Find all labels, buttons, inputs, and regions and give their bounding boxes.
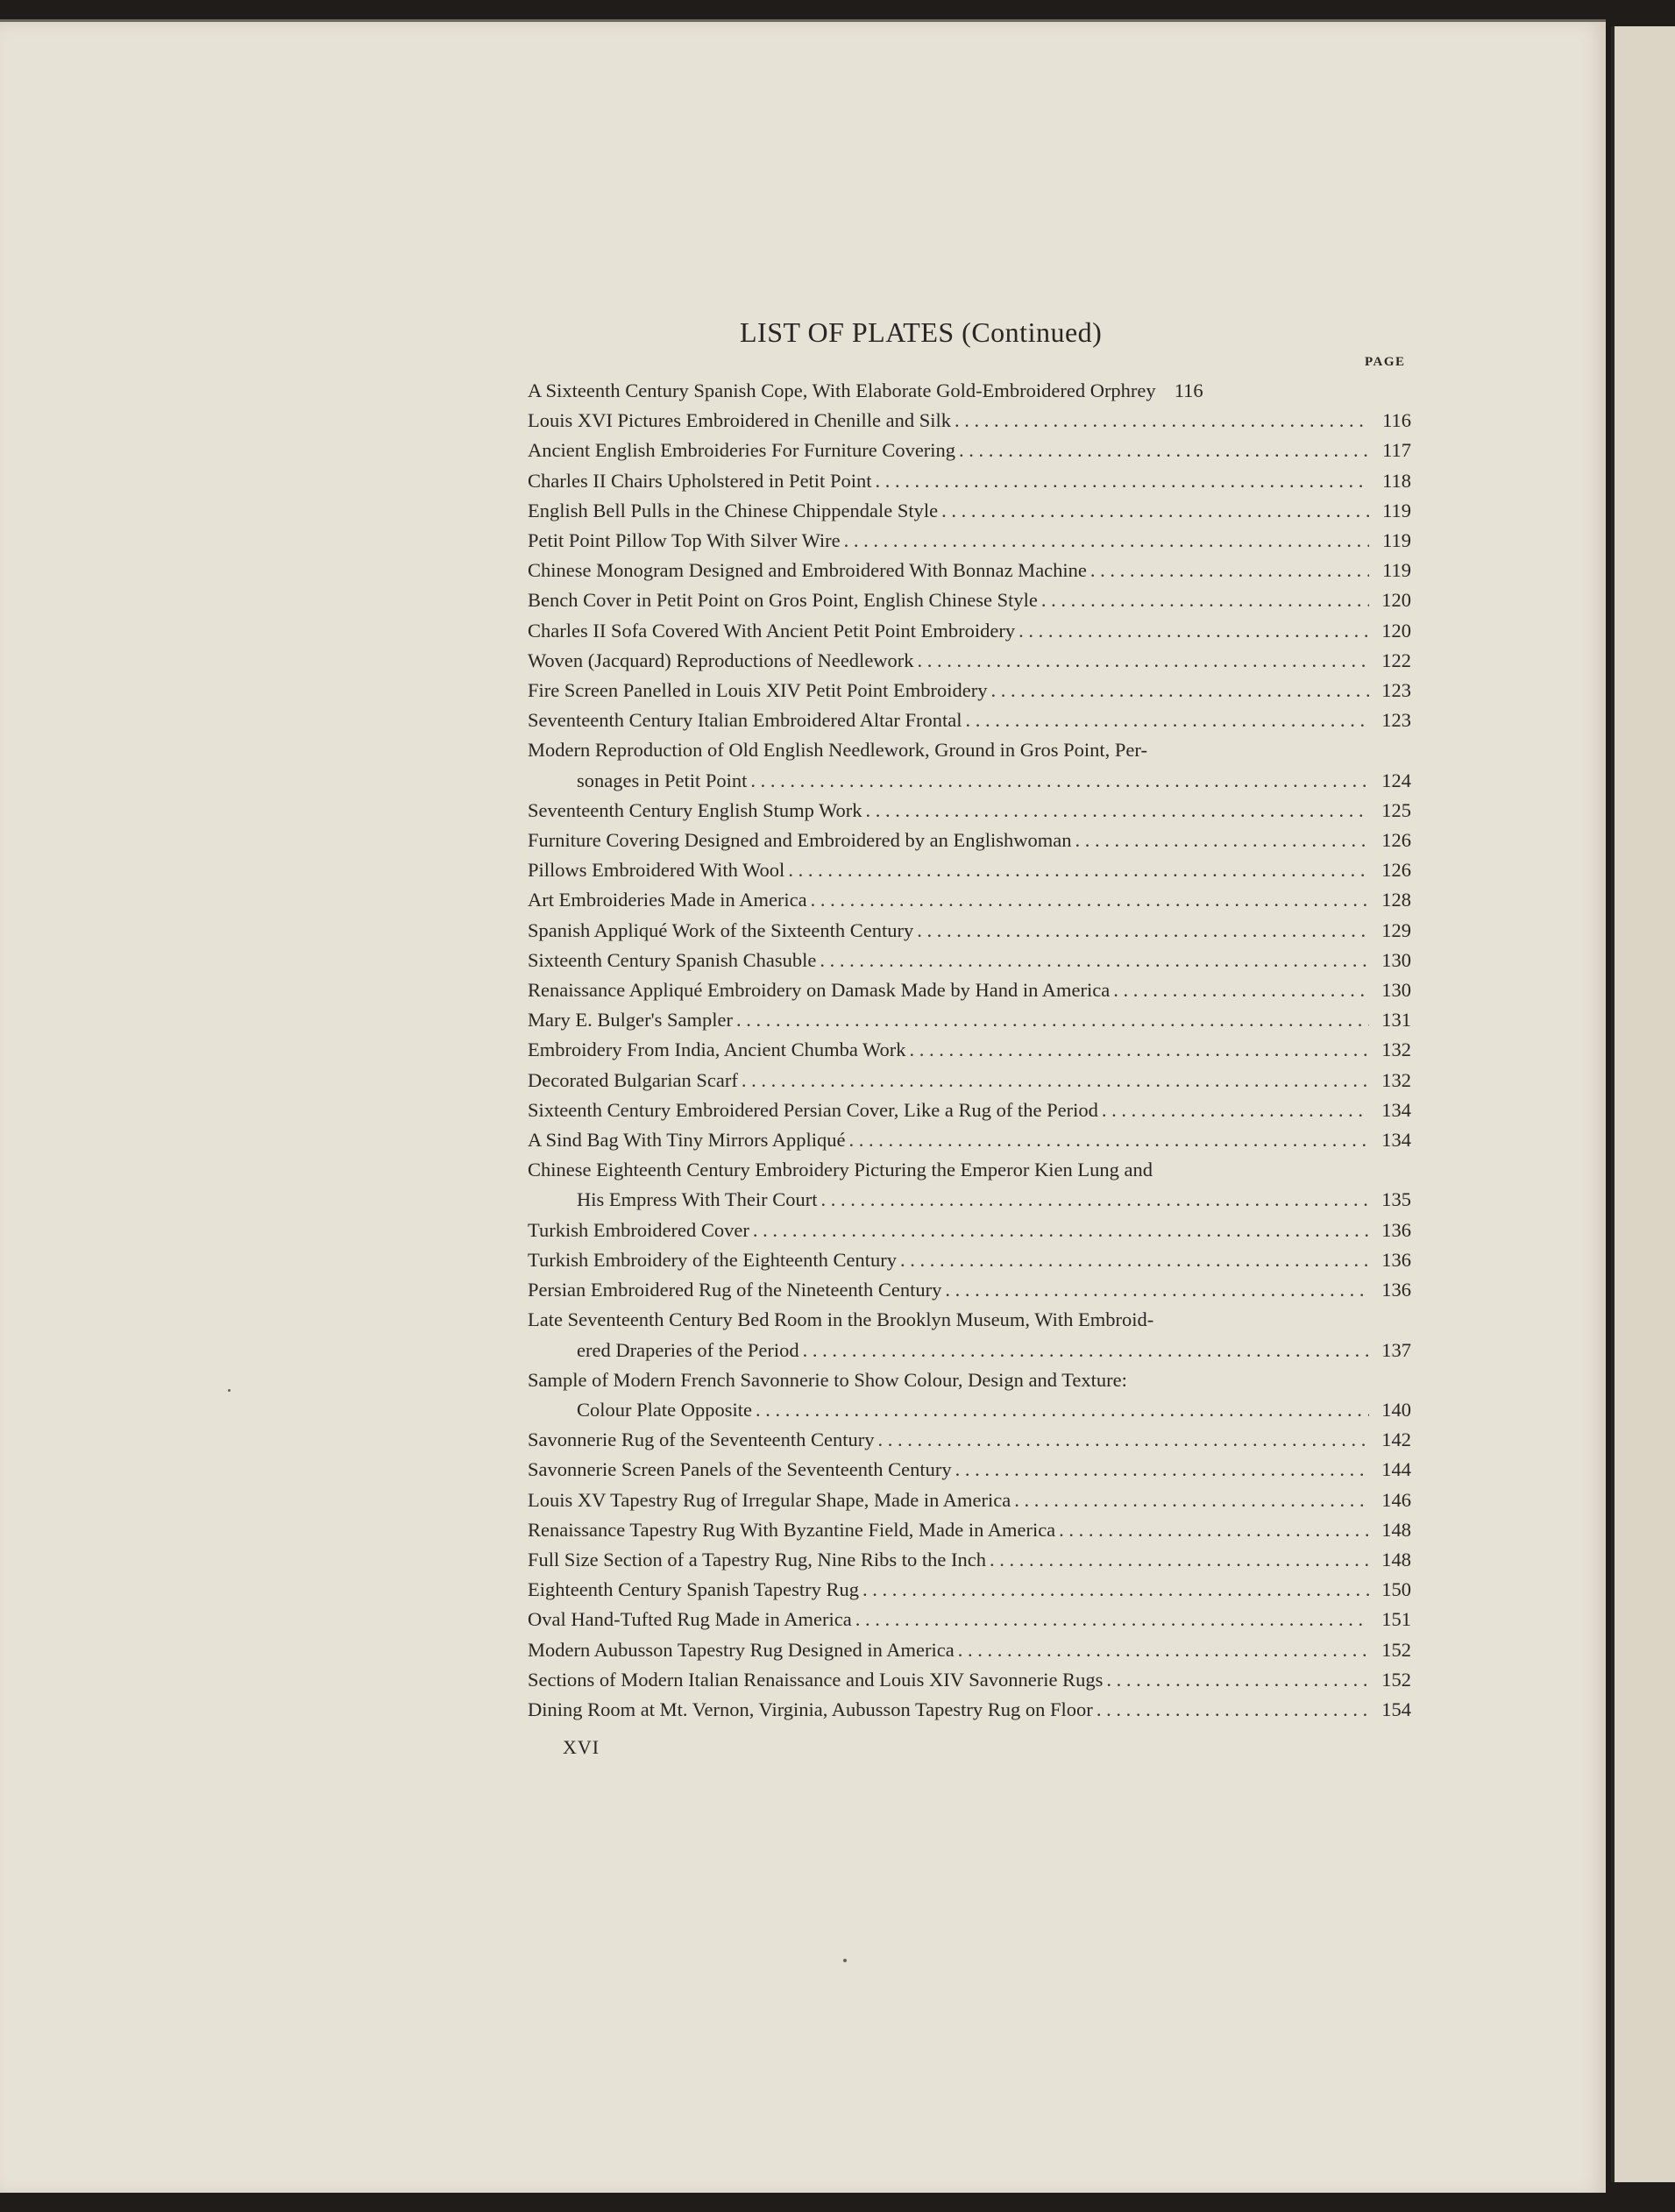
dot-leader	[955, 406, 1369, 436]
dot-leader	[736, 1005, 1369, 1035]
plate-entry	[528, 946, 1411, 975]
dot-leader	[1018, 616, 1369, 646]
plate-entry	[528, 826, 1411, 855]
plate-entry	[528, 676, 1411, 705]
page-number: 136	[1381, 1279, 1411, 1301]
page-number: 132	[1381, 1068, 1411, 1091]
dot-leader	[900, 1245, 1369, 1275]
dot-leader	[917, 916, 1369, 946]
plate-title: His Empress With Their Court	[577, 1188, 818, 1211]
plate-entry	[528, 1005, 1411, 1035]
plate-entry	[528, 916, 1411, 946]
dot-leader	[991, 676, 1369, 705]
plate-entry	[528, 436, 1411, 465]
dot-leader	[756, 1395, 1369, 1425]
plate-title: Modern Aubusson Tapestry Rug Designed in America	[528, 1638, 955, 1661]
plate-title: sonages in Petit Point	[577, 769, 748, 791]
plate-title: Dining Room at Mt. Vernon, Virginia, Aubusson Tapestry Rug on Floor	[528, 1698, 1093, 1720]
page-number: 125	[1381, 798, 1411, 821]
plate-entry	[528, 376, 1411, 406]
dot-leader	[945, 1275, 1369, 1305]
plate-entry	[528, 1155, 1411, 1215]
plate-title: Savonnerie Screen Panels of the Seventeenth Century	[528, 1458, 952, 1481]
page-number: 132	[1381, 1039, 1411, 1061]
plate-entry	[528, 466, 1411, 496]
dot-leader	[803, 1336, 1369, 1365]
plate-entry	[528, 885, 1411, 915]
dot-leader	[1075, 826, 1370, 855]
plate-entry	[528, 556, 1411, 585]
page-number: 150	[1381, 1578, 1411, 1601]
plate-entry	[528, 1605, 1411, 1634]
dot-leader	[866, 796, 1370, 826]
dot-leader	[811, 885, 1369, 915]
page-number: 134	[1381, 1098, 1411, 1121]
page-number: 123	[1381, 679, 1411, 702]
plate-title: Pillows Embroidered With Wool	[528, 859, 785, 882]
page-number: 124	[1381, 769, 1411, 791]
page-number: 148	[1381, 1548, 1411, 1570]
dot-leader	[753, 1216, 1369, 1245]
dot-leader	[1113, 975, 1369, 1005]
dot-leader	[918, 646, 1369, 676]
dot-leader	[821, 1185, 1370, 1215]
page-number: 123	[1381, 709, 1411, 732]
plate-title-line: Modern Reproduction of Old English Needlework, Ground in Gros Point, Per-	[528, 739, 1147, 762]
page-number: 119	[1382, 499, 1411, 521]
plate-entry	[528, 1425, 1411, 1455]
page-number: 120	[1381, 589, 1411, 612]
page-number: 119	[1382, 559, 1411, 582]
plate-entry	[528, 1216, 1411, 1245]
plate-entry	[528, 1695, 1411, 1725]
plate-entry	[528, 855, 1411, 885]
dot-leader	[1014, 1485, 1369, 1515]
plate-title: Charles II Chairs Upholstered in Petit Point	[528, 469, 872, 492]
plate-entry	[528, 1575, 1411, 1605]
plate-title: Art Embroideries Made in America	[528, 889, 807, 911]
plate-entry	[528, 1066, 1411, 1095]
dot-leader	[1097, 1695, 1369, 1725]
plate-title: Furniture Covering Designed and Embroidered by an Englishwoman	[528, 829, 1072, 852]
plates-list	[528, 376, 1411, 1725]
plate-title: Seventeenth Century English Stump Work	[528, 798, 862, 821]
plate-title: Embroidery From India, Ancient Chumba Work	[528, 1039, 906, 1061]
page-number: 118	[1382, 469, 1411, 492]
page-number: 131	[1381, 1009, 1411, 1032]
dot-leader	[862, 1575, 1369, 1605]
plate-entry	[528, 1275, 1411, 1305]
plate-entry	[528, 1035, 1411, 1065]
page-column-label: PAGE	[1365, 355, 1406, 369]
paper-speck	[843, 1959, 847, 1962]
plate-title: Louis XVI Pictures Embroidered in Chenille and Silk	[528, 409, 952, 432]
folio-number: XVI	[563, 1736, 600, 1758]
page-number: 136	[1381, 1248, 1411, 1271]
page-heading: LIST OF PLATES (Continued)	[740, 316, 1103, 348]
dot-leader	[848, 1125, 1369, 1155]
plate-entry	[528, 735, 1411, 795]
plate-title: A Sind Bag With Tiny Mirrors Appliqué	[528, 1129, 846, 1152]
facing-page-edge	[1611, 26, 1675, 2182]
plate-title-line: Chinese Eighteenth Century Embroidery Picturing the Emperor Kien Lung and	[528, 1159, 1153, 1181]
page-number: 154	[1381, 1698, 1411, 1720]
dot-leader	[958, 1635, 1369, 1665]
page-number: 134	[1381, 1129, 1411, 1152]
dot-leader	[1041, 585, 1369, 615]
plate-entry	[528, 616, 1411, 646]
page-number: 130	[1381, 948, 1411, 971]
plate-entry	[528, 1665, 1411, 1695]
plate-title: English Bell Pulls in the Chinese Chippendale Style	[528, 499, 939, 521]
page-number: 152	[1381, 1668, 1411, 1691]
plate-title-line: Sample of Modern French Savonnerie to Show Colour, Design and Texture:	[528, 1368, 1127, 1391]
dot-leader	[990, 1545, 1369, 1575]
page-number: 119	[1382, 529, 1411, 552]
page-number: 151	[1381, 1608, 1411, 1631]
plate-title: Sections of Modern Italian Renaissance and Louis XIV Savonnerie Rugs	[528, 1668, 1104, 1691]
plate-title: Bench Cover in Petit Point on Gros Point, English Chinese Style	[528, 589, 1038, 612]
plate-title: Persian Embroidered Rug of the Nineteenth Century	[528, 1279, 942, 1301]
page-number: 135	[1381, 1188, 1411, 1211]
plate-entry	[528, 1515, 1411, 1545]
plate-entry	[528, 1485, 1411, 1515]
plate-title: Turkish Embroidered Cover	[528, 1218, 749, 1241]
plate-title: Mary E. Bulger's Sampler	[528, 1009, 734, 1032]
plate-title: Chinese Monogram Designed and Embroidered With Bonnaz Machine	[528, 559, 1087, 582]
dot-leader	[959, 436, 1369, 465]
plate-title: Spanish Appliqué Work of the Sixteenth Century	[528, 918, 914, 941]
page-number: 152	[1381, 1638, 1411, 1661]
plate-title: Turkish Embroidery of the Eighteenth Century	[528, 1248, 897, 1271]
plate-title: Savonnerie Rug of the Seventeenth Century	[528, 1429, 875, 1451]
page-number: 142	[1381, 1429, 1411, 1451]
dot-leader	[788, 855, 1369, 885]
page-number: 140	[1381, 1398, 1411, 1421]
plate-title: Fire Screen Panelled in Louis XIV Petit Point Embroidery	[528, 679, 988, 702]
plate-title-line: Late Seventeenth Century Bed Room in the Brooklyn Museum, With Embroid-	[528, 1308, 1154, 1331]
plate-title: Colour Plate Opposite	[577, 1398, 752, 1421]
scan-border	[0, 2193, 1675, 2212]
dot-leader	[742, 1066, 1369, 1095]
plate-title: Sixteenth Century Embroidered Persian Cover, Like a Rug of the Period	[528, 1098, 1098, 1121]
dot-leader	[909, 1035, 1369, 1065]
dot-leader	[1090, 556, 1369, 585]
plate-entry	[528, 1455, 1411, 1485]
plate-title: Seventeenth Century Italian Embroidered Altar Frontal	[528, 709, 962, 732]
plate-entry	[528, 585, 1411, 615]
plate-title: Petit Point Pillow Top With Silver Wire	[528, 529, 841, 552]
page-number: 117	[1382, 439, 1411, 462]
plate-title: Renaissance Appliqué Embroidery on Damask Made by Hand in America	[528, 979, 1111, 1002]
plate-entry	[528, 526, 1411, 556]
page-number: 116	[1382, 409, 1411, 432]
plate-title: Ancient English Embroideries For Furniture Covering	[528, 439, 956, 462]
plate-entry	[528, 1305, 1411, 1365]
plate-title: Woven (Jacquard) Reproductions of Needlework	[528, 649, 914, 671]
dot-leader	[1059, 1515, 1369, 1545]
plate-title: Decorated Bulgarian Scarf	[528, 1068, 738, 1091]
paper-speck	[228, 1389, 231, 1392]
plate-title: Full Size Section of a Tapestry Rug, Nine Ribs to the Inch	[528, 1548, 986, 1570]
page-number: 116	[1174, 379, 1203, 401]
dot-leader	[875, 466, 1369, 496]
page-number: 137	[1381, 1338, 1411, 1361]
plate-title: Charles II Sofa Covered With Ancient Petit Point Embroidery	[528, 619, 1016, 642]
plate-title: Renaissance Tapestry Rug With Byzantine Field, Made in America	[528, 1518, 1056, 1541]
dot-leader	[1102, 1095, 1369, 1125]
page-number: 128	[1381, 889, 1411, 911]
page-number: 126	[1381, 859, 1411, 882]
plate-title: Eighteenth Century Spanish Tapestry Rug	[528, 1578, 859, 1601]
dot-leader	[750, 766, 1369, 796]
plate-entry	[528, 1245, 1411, 1275]
plate-entry	[528, 705, 1411, 735]
plate-entry	[528, 496, 1411, 526]
page-number: 129	[1381, 918, 1411, 941]
dot-leader	[855, 1605, 1369, 1634]
dot-leader	[878, 1425, 1369, 1455]
page-number: 144	[1381, 1458, 1411, 1481]
dot-leader	[965, 705, 1369, 735]
page-number: 148	[1381, 1518, 1411, 1541]
plate-entry	[528, 646, 1411, 676]
dot-leader	[955, 1455, 1369, 1485]
book-page	[0, 19, 1606, 2195]
page-number: 136	[1381, 1218, 1411, 1241]
plate-title: A Sixteenth Century Spanish Cope, With Elaborate Gold-Embroidered Orphrey	[528, 379, 1156, 401]
plate-entry	[528, 1635, 1411, 1665]
plate-entry	[528, 796, 1411, 826]
dot-leader	[820, 946, 1369, 975]
plate-entry	[528, 1365, 1411, 1425]
plate-title: Sixteenth Century Spanish Chasuble	[528, 948, 817, 971]
plate-title: Oval Hand-Tufted Rug Made in America	[528, 1608, 852, 1631]
dot-leader	[1106, 1665, 1369, 1695]
page-number: 120	[1381, 619, 1411, 642]
page-number: 146	[1381, 1488, 1411, 1511]
plate-entry	[528, 975, 1411, 1005]
page-number: 126	[1381, 829, 1411, 852]
dot-leader	[844, 526, 1369, 556]
plate-entry	[528, 406, 1411, 436]
plate-entry	[528, 1095, 1411, 1125]
plate-entry	[528, 1125, 1411, 1155]
plate-title: ered Draperies of the Period	[577, 1338, 799, 1361]
plate-entry	[528, 1545, 1411, 1575]
dot-leader	[941, 496, 1369, 526]
page-number: 122	[1381, 649, 1411, 671]
page-number: 130	[1381, 979, 1411, 1002]
plate-title: Louis XV Tapestry Rug of Irregular Shape, Made in America	[528, 1488, 1011, 1511]
